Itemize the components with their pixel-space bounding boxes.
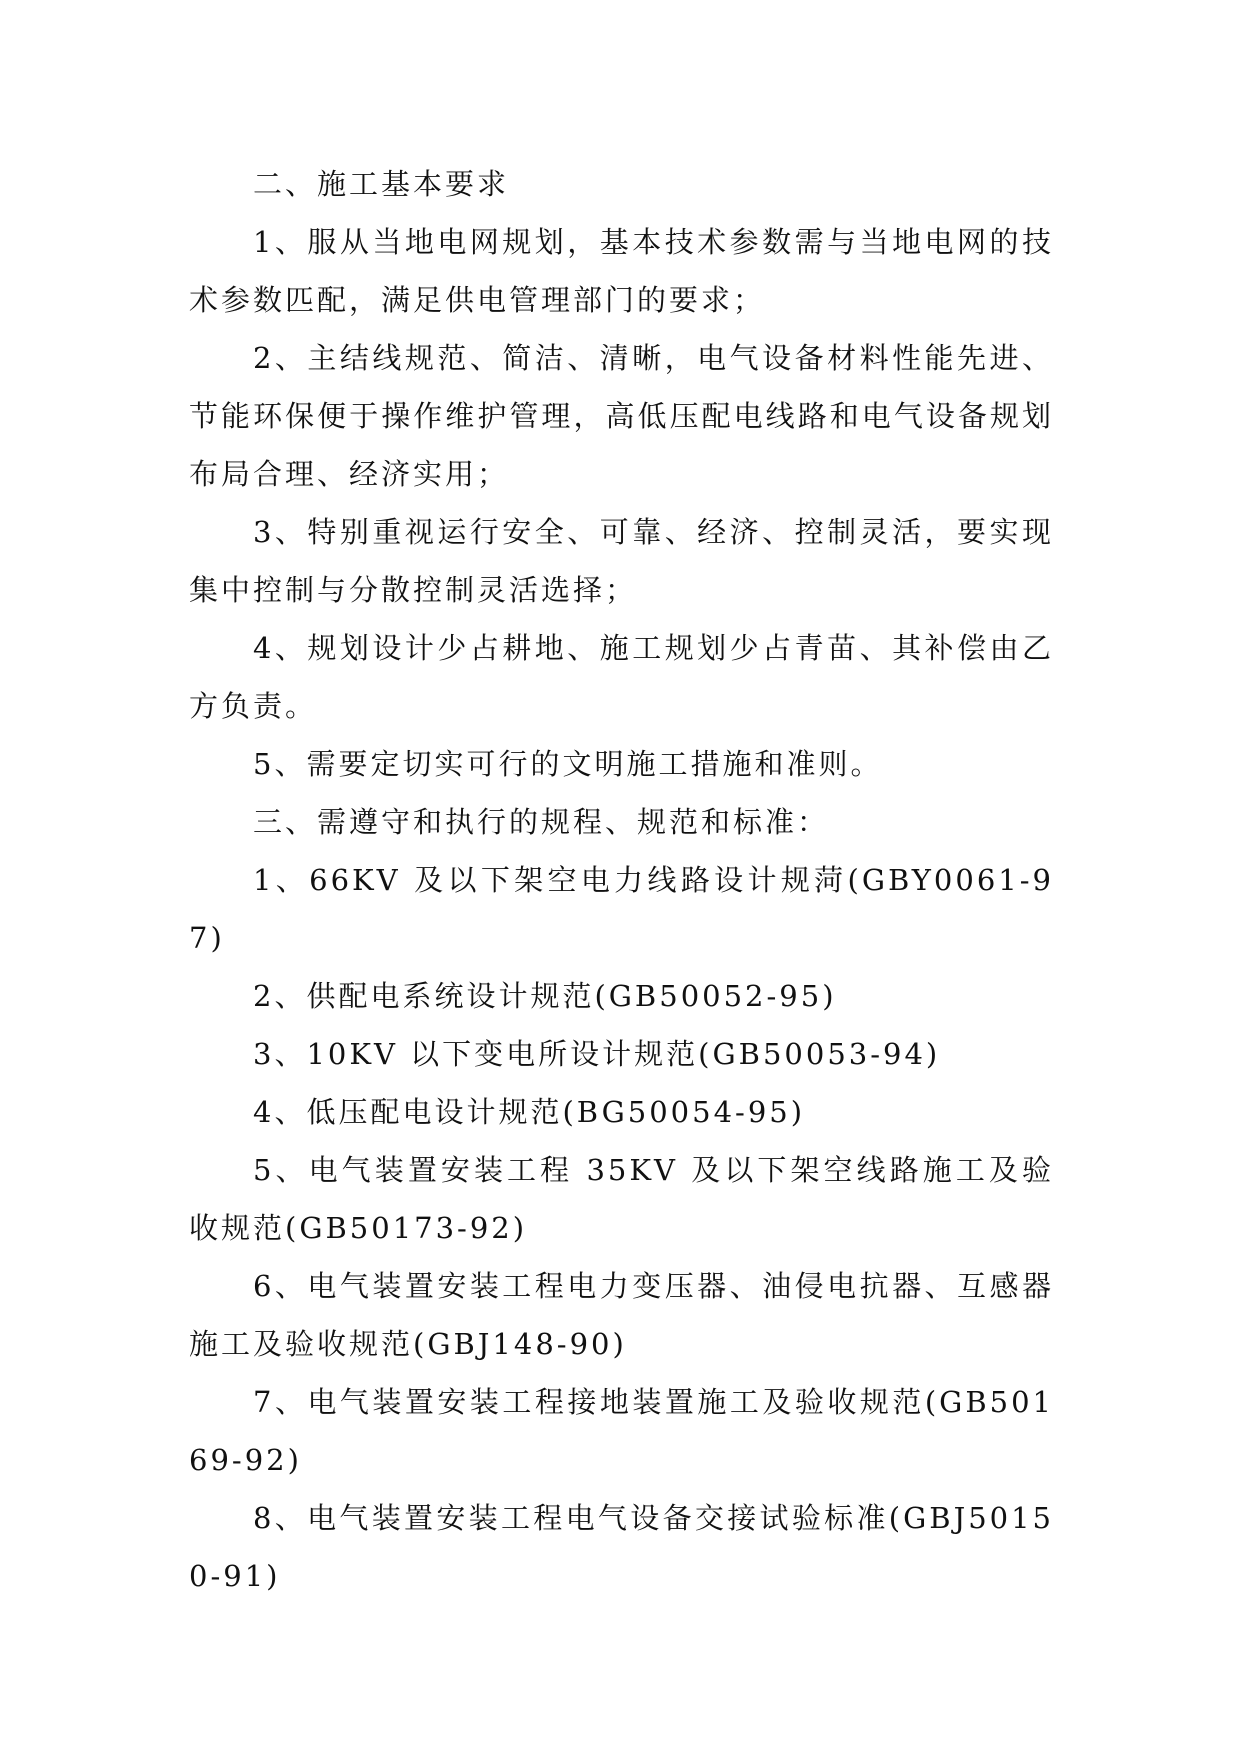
standard-item-4: 4、低压配电设计规范(BG50054-95): [253, 1095, 806, 1129]
standard-item-5: 5、电气装置安装工程 35KV 及以下架空线路施工及验收规范(GB50173-92): [189, 1153, 1054, 1245]
standard-item-6: 6、电气装置安装工程电力变压器、油侵电抗器、互感器施工及验收规范(GBJ148-90): [189, 1269, 1054, 1361]
requirement-item-1: 1、服从当地电网规划，基本技术参数需与当地电网的技术参数匹配，满足供电管理部门的要求；: [189, 225, 1054, 317]
standard-item-1: 1、66KV 及以下架空电力线路设计规菏(GBY0061-97): [189, 863, 1054, 955]
requirement-item-4: 4、规划设计少占耕地、施工规划少占青苗、其补偿由乙方负责。: [189, 631, 1054, 723]
requirement-item-2: 2、主结线规范、简洁、清晰，电气设备材料性能先进、节能环保便于操作维护管理，高低压配电线路和电气设备规划布局合理、经济实用；: [189, 341, 1054, 491]
standard-item-3: 3、10KV 以下变电所设计规范(GB50053-94): [253, 1037, 941, 1071]
section-heading-standards: 三、需遵守和执行的规程、规范和标准：: [253, 805, 830, 839]
standard-item-7: 7、电气装置安装工程接地装置施工及验收规范(GB50169-92): [189, 1385, 1054, 1477]
requirement-item-3: 3、特别重视运行安全、可靠、经济、控制灵活，要实现集中控制与分散控制灵活选择；: [189, 515, 1054, 607]
requirement-item-5: 5、需要定切实可行的文明施工措施和准则。: [253, 747, 883, 781]
document-body: [189, 155, 1054, 1605]
section-heading-construction-requirements: 二、施工基本要求: [253, 167, 510, 201]
standard-item-8: 8、电气装置安装工程电气设备交接试验标准(GBJ50150-91): [189, 1501, 1054, 1593]
standard-item-2: 2、供配电系统设计规范(GB50052-95): [253, 979, 837, 1013]
